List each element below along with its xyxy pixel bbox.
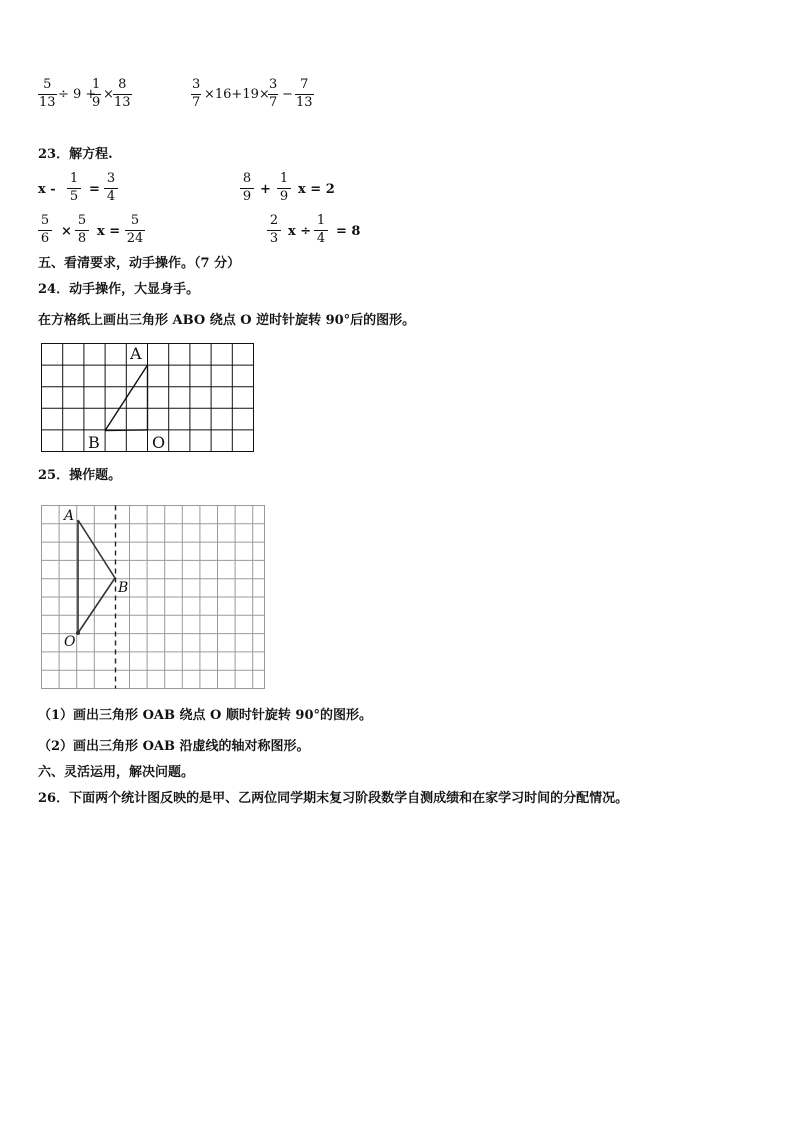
fraction — [67, 172, 81, 204]
question-25-part-1: （1）画出三角形 OAB 绕点 O 顺时针旋转 90°的图形。 — [38, 708, 372, 723]
operator: ×16+19× — [204, 87, 270, 102]
question-24-instruction: 在方格纸上画出三角形 ABO 绕点 O 逆时针旋转 90°后的图形。 — [38, 313, 416, 328]
denominator: 13 — [114, 95, 131, 110]
equals-sign: = — [89, 182, 100, 197]
denominator: 9 — [92, 95, 101, 110]
q24-grid-figure — [38, 340, 258, 456]
denominator: 7 — [192, 95, 201, 110]
denominator: 13 — [39, 95, 56, 110]
fraction — [267, 214, 281, 246]
numerator: 1 — [69, 171, 79, 186]
equation-term: = 8 — [336, 224, 361, 239]
point-a-label: A — [64, 508, 75, 524]
denominator: 9 — [242, 189, 252, 204]
fraction — [314, 214, 328, 246]
fraction — [104, 172, 118, 204]
denominator: 13 — [296, 95, 313, 110]
equation-term: x - — [38, 182, 56, 197]
question-26-title: 26．下面两个统计图反映的是甲、乙两位同学期末复习阶段数学自测成绩和在家学习时间的分配情况。 — [38, 791, 629, 806]
operator: + — [260, 182, 271, 197]
numerator: 8 — [242, 171, 252, 186]
denominator: 7 — [269, 95, 278, 110]
q25-grid-figure — [38, 502, 268, 694]
fraction — [240, 172, 254, 204]
fraction — [295, 78, 314, 110]
operator: x ÷ — [288, 224, 312, 239]
numerator: 1 — [279, 171, 289, 186]
fraction — [125, 214, 145, 246]
denominator: 4 — [106, 189, 116, 204]
section-6-title: 六、灵活运用，解决问题。 — [38, 765, 195, 780]
numerator: 5 — [43, 77, 52, 92]
operator: − — [282, 87, 293, 102]
numerator: 3 — [192, 77, 201, 92]
fraction — [91, 78, 101, 110]
q25-triangle-oab — [78, 520, 115, 633]
numerator: 5 — [130, 213, 140, 228]
denominator: 4 — [316, 231, 326, 246]
equation-term: x = — [97, 224, 121, 239]
numerator: 1 — [92, 77, 101, 92]
question-23-title: 23．解方程. — [38, 147, 113, 162]
question-25-part-2: （2）画出三角形 OAB 沿虚线的轴对称图形。 — [38, 739, 310, 754]
numerator: 2 — [269, 213, 279, 228]
denominator: 9 — [279, 189, 289, 204]
fraction — [38, 214, 52, 246]
point-b-label: B — [88, 433, 100, 452]
question-24-title: 24．动手操作，大显身手。 — [38, 282, 200, 297]
fraction — [268, 78, 278, 110]
fraction — [75, 214, 89, 246]
denominator: 24 — [126, 231, 144, 246]
point-b-label: B — [118, 580, 129, 596]
numerator: 5 — [40, 213, 50, 228]
denominator: 3 — [269, 231, 279, 246]
point-o-label: O — [152, 433, 166, 452]
numerator: 5 — [77, 213, 87, 228]
fraction — [113, 78, 132, 110]
point-o-dot — [76, 631, 80, 635]
point-a-label: A — [130, 344, 142, 363]
equation-term: x = 2 — [298, 182, 335, 197]
fraction — [277, 172, 291, 204]
operator: × — [61, 224, 72, 239]
section-5-title: 五、看清要求，动手操作。（7 分） — [38, 256, 241, 271]
denominator: 5 — [69, 189, 79, 204]
operator: ÷ 9 + — [58, 87, 97, 102]
numerator: 3 — [106, 171, 116, 186]
denominator: 6 — [40, 231, 50, 246]
numerator: 1 — [316, 213, 326, 228]
numerator: 3 — [269, 77, 278, 92]
numerator: 8 — [118, 77, 127, 92]
point-o-label: O — [64, 634, 76, 650]
numerator: 7 — [300, 77, 309, 92]
fraction — [38, 78, 57, 110]
fraction — [191, 78, 201, 110]
q25-grid — [42, 506, 265, 689]
denominator: 8 — [77, 231, 87, 246]
operator: × — [103, 87, 114, 102]
question-25-title: 25．操作题。 — [38, 468, 122, 483]
